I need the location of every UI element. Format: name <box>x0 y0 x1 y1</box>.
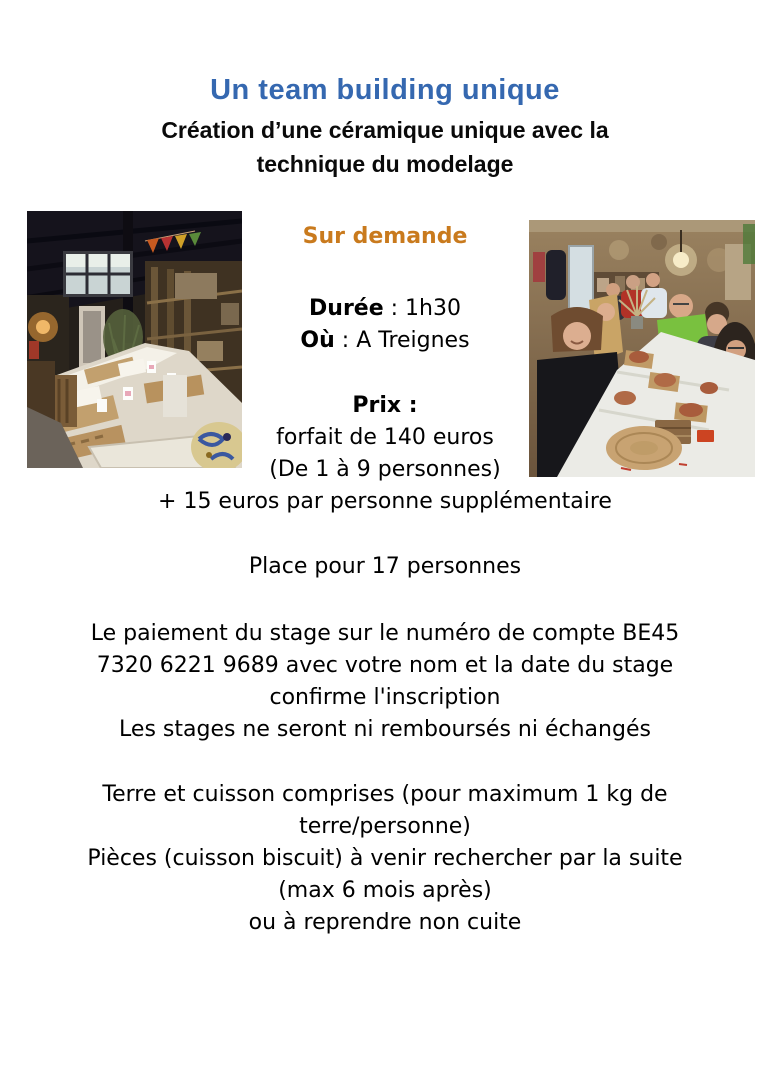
when-where-block <box>0 293 770 357</box>
refund-policy-text: Les stages ne seront ni remboursés ni échangés <box>119 717 651 742</box>
pickup-line-2: (max 6 mois après) <box>278 878 492 903</box>
price-block <box>0 390 770 518</box>
page-title: Un team building unique <box>210 74 560 106</box>
availability-text: Sur demande <box>302 224 468 249</box>
duration-label: Durée <box>309 296 384 321</box>
payment-block <box>0 618 770 746</box>
duration-value: : 1h30 <box>383 296 461 321</box>
price-label: Prix : <box>352 393 418 418</box>
subtitle-line-1: Création d’une céramique unique avec la <box>161 117 609 143</box>
location-value: : A Treignes <box>334 328 470 353</box>
page-subtitle <box>0 113 770 181</box>
duration-line <box>0 293 770 325</box>
price-line-3: + 15 euros par personne supplémentaire <box>158 489 612 514</box>
payment-line-1: Le paiement du stage sur le numéro de compte BE45 <box>90 621 680 646</box>
price-line-1: forfait de 140 euros <box>276 425 494 450</box>
subtitle-line-2: technique du modelage <box>256 151 514 177</box>
pickup-line-3: ou à reprendre non cuite <box>248 910 522 935</box>
pickup-line-1: Pièces (cuisson biscuit) à venir rechercher par la suite <box>87 846 683 871</box>
offer-details <box>0 221 770 939</box>
location-label: Où <box>300 328 335 353</box>
capacity-text: Place pour 17 personnes <box>248 554 522 579</box>
location-line <box>0 325 770 357</box>
materials-line-1: Terre et cuisson comprises (pour maximum 1 kg de <box>102 782 668 807</box>
payment-line-3: confirme l'inscription <box>269 685 501 710</box>
price-line-2: (De 1 à 9 personnes) <box>269 457 501 482</box>
materials-block <box>0 779 770 939</box>
payment-line-2: 7320 6221 9689 avec votre nom et la date du stage <box>96 653 674 678</box>
materials-line-2: terre/personne) <box>299 814 471 839</box>
